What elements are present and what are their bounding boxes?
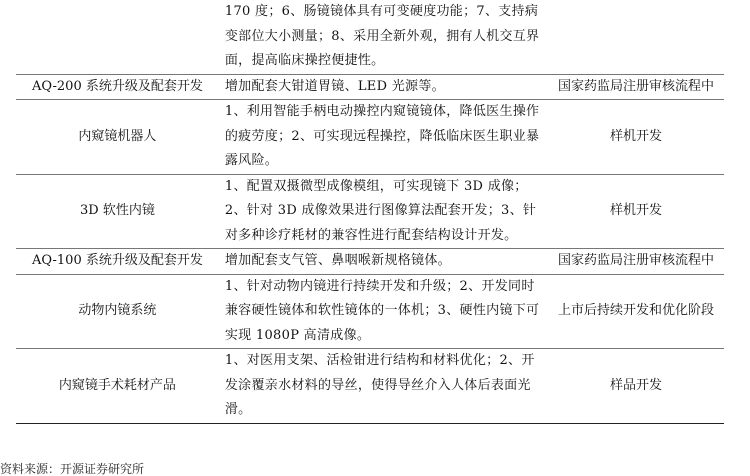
project-name-cell xyxy=(16,0,219,74)
project-content-text: 1、针对动物内镜进行持续开发和升级；2、开发同时兼容硬性镜体和软性镜体的一体机；3、硬性内镜下可实现 1080P 高清成像。 xyxy=(224,278,540,343)
project-content-text: 1、利用智能手柄电动操控内窥镜镜体，降低医生操作的疲劳度；2、可实现远程操控，降低临床医生职业暴露风险。 xyxy=(224,104,540,168)
project-content-cell xyxy=(219,349,548,424)
project-content-text: 1、对医用支架、活检钳进行结构和材料优化；2、开发涂覆亲水材料的导丝，使得导丝介入人体后表面光滑。 xyxy=(224,353,535,417)
research-projects-table xyxy=(16,0,724,424)
project-status-cell: 样机开发 xyxy=(548,100,724,175)
project-content-cell xyxy=(219,174,548,249)
project-status-cell xyxy=(548,0,724,74)
project-content-text: 170 度；6、肠镜镜体具有可变硬度功能；7、支持病变部位大小测量；8、采用全新外观，拥有人机交互界面，提高临床操控便捷性。 xyxy=(224,4,540,68)
project-content-text: 增加配套支气管、鼻咽喉新规格镜体。 xyxy=(224,253,451,268)
project-content-text: 增加配套大钳道胃镜、LED 光源等。 xyxy=(224,78,445,94)
project-status-cell: 样机开发 xyxy=(548,174,724,249)
table-row xyxy=(16,0,724,74)
project-status-cell: 样品开发 xyxy=(548,349,724,424)
project-content-cell xyxy=(219,74,548,100)
project-content-cell xyxy=(219,0,548,74)
table-row xyxy=(16,174,724,249)
table-row xyxy=(16,100,724,175)
project-status-cell: 上市后持续开发和优化阶段 xyxy=(548,274,724,349)
project-content-text: 1、配置双摄微型成像模组，可实现镜下 3D 成像；2、针对 3D 成像效果进行图像算法配套开发；3、针对多种诊疗耗材的兼容性进行配套结构设计开发。 xyxy=(224,178,537,243)
source-note: 资料来源：开源证券研究所 xyxy=(0,462,145,476)
project-name-cell: 动物内镜系统 xyxy=(16,274,219,349)
project-name-cell: 内窥镜机器人 xyxy=(16,100,219,175)
table-row xyxy=(16,349,724,424)
project-status-cell: 国家药监局注册审核流程中 xyxy=(548,249,724,275)
table-row xyxy=(16,274,724,349)
project-name-cell: AQ-100 系统升级及配套开发 xyxy=(16,249,219,275)
project-name-cell: AQ-200 系统升级及配套开发 xyxy=(16,74,219,100)
project-content-cell xyxy=(219,249,548,275)
table-row xyxy=(16,249,724,275)
project-status-cell: 国家药监局注册审核流程中 xyxy=(548,74,724,100)
project-content-cell xyxy=(219,274,548,349)
project-content-cell xyxy=(219,100,548,175)
project-name-cell: 内窥镜手术耗材产品 xyxy=(16,349,219,424)
table-body xyxy=(16,0,724,423)
table-row xyxy=(16,74,724,100)
project-name-cell: 3D 软性内镜 xyxy=(16,174,219,249)
